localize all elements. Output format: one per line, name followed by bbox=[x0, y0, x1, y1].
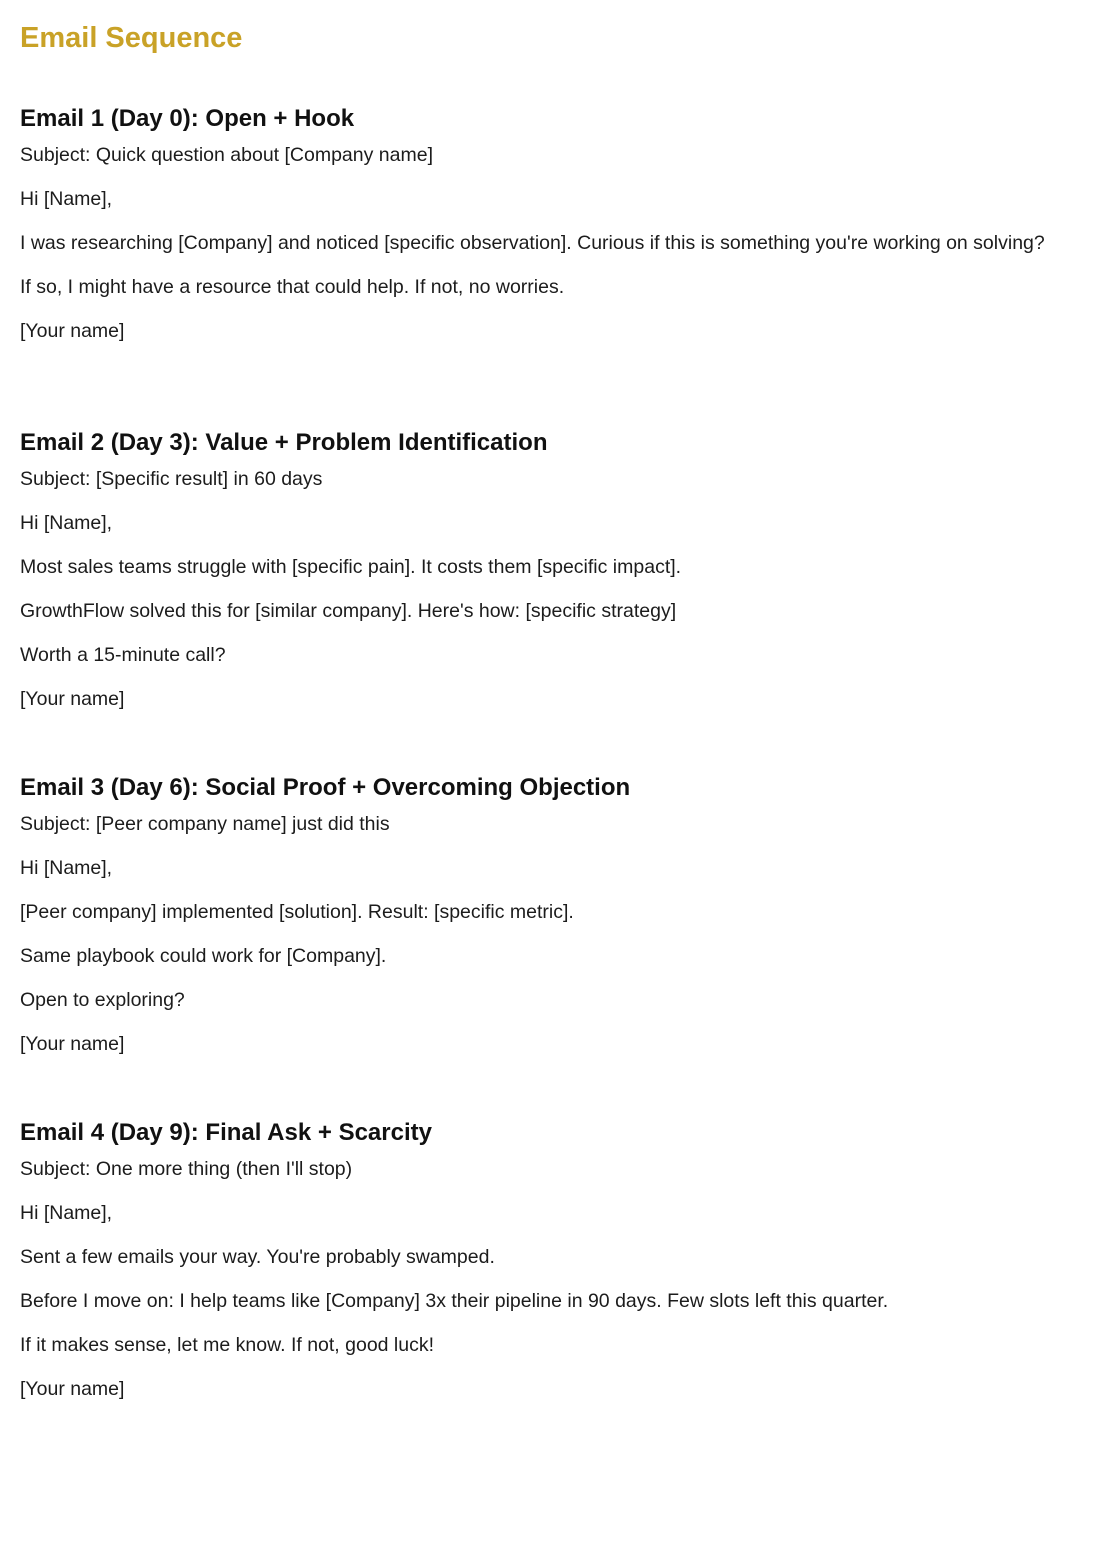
email-section-2 bbox=[20, 428, 1080, 711]
email-greeting: Hi [Name], bbox=[20, 188, 113, 210]
email-section-1 bbox=[20, 104, 1080, 343]
email-signature: [Your name] bbox=[20, 1033, 125, 1055]
email-section-3 bbox=[20, 773, 1080, 1056]
email-body-paragraph: GrowthFlow solved this for [similar company]. Here's how: [specific strategy] bbox=[20, 600, 677, 622]
email-body-paragraph: Sent a few emails your way. You're probably swamped. bbox=[20, 1246, 495, 1268]
email-greeting: Hi [Name], bbox=[20, 857, 113, 879]
email-heading: Email 4 (Day 9): Final Ask + Scarcity bbox=[20, 1119, 432, 1146]
email-section-4 bbox=[20, 1118, 1080, 1401]
email-greeting: Hi [Name], bbox=[20, 512, 113, 534]
email-subject: Subject: Quick question about [Company name] bbox=[20, 144, 433, 166]
email-body-paragraph: If it makes sense, let me know. If not, good luck! bbox=[20, 1334, 435, 1356]
email-body-paragraph: I was researching [Company] and noticed [specific observation]. Curious if this is something you're working on solving? bbox=[20, 232, 1045, 254]
email-body-paragraph: Before I move on: I help teams like [Company] 3x their pipeline in 90 days. Few slots left this quarter. bbox=[20, 1290, 889, 1312]
email-subject: Subject: [Peer company name] just did this bbox=[20, 813, 390, 835]
document-title: Email Sequence bbox=[20, 22, 243, 54]
email-body-paragraph: [Peer company] implemented [solution]. Result: [specific metric]. bbox=[20, 901, 574, 923]
email-signature: [Your name] bbox=[20, 688, 125, 710]
email-body-paragraph: Same playbook could work for [Company]. bbox=[20, 945, 387, 967]
email-heading: Email 3 (Day 6): Social Proof + Overcoming Objection bbox=[20, 774, 631, 801]
email-signature: [Your name] bbox=[20, 1378, 125, 1400]
email-signature: [Your name] bbox=[20, 320, 125, 342]
email-body-paragraph: If so, I might have a resource that could help. If not, no worries. bbox=[20, 276, 565, 298]
email-body-paragraph: Open to exploring? bbox=[20, 989, 185, 1011]
email-subject: Subject: [Specific result] in 60 days bbox=[20, 468, 323, 490]
email-subject: Subject: One more thing (then I'll stop) bbox=[20, 1158, 353, 1180]
email-greeting: Hi [Name], bbox=[20, 1202, 113, 1224]
email-body-paragraph: Worth a 15-minute call? bbox=[20, 644, 226, 666]
email-heading: Email 2 (Day 3): Value + Problem Identification bbox=[20, 429, 548, 456]
email-body-paragraph: Most sales teams struggle with [specific pain]. It costs them [specific impact]. bbox=[20, 556, 682, 578]
email-heading: Email 1 (Day 0): Open + Hook bbox=[20, 105, 355, 132]
